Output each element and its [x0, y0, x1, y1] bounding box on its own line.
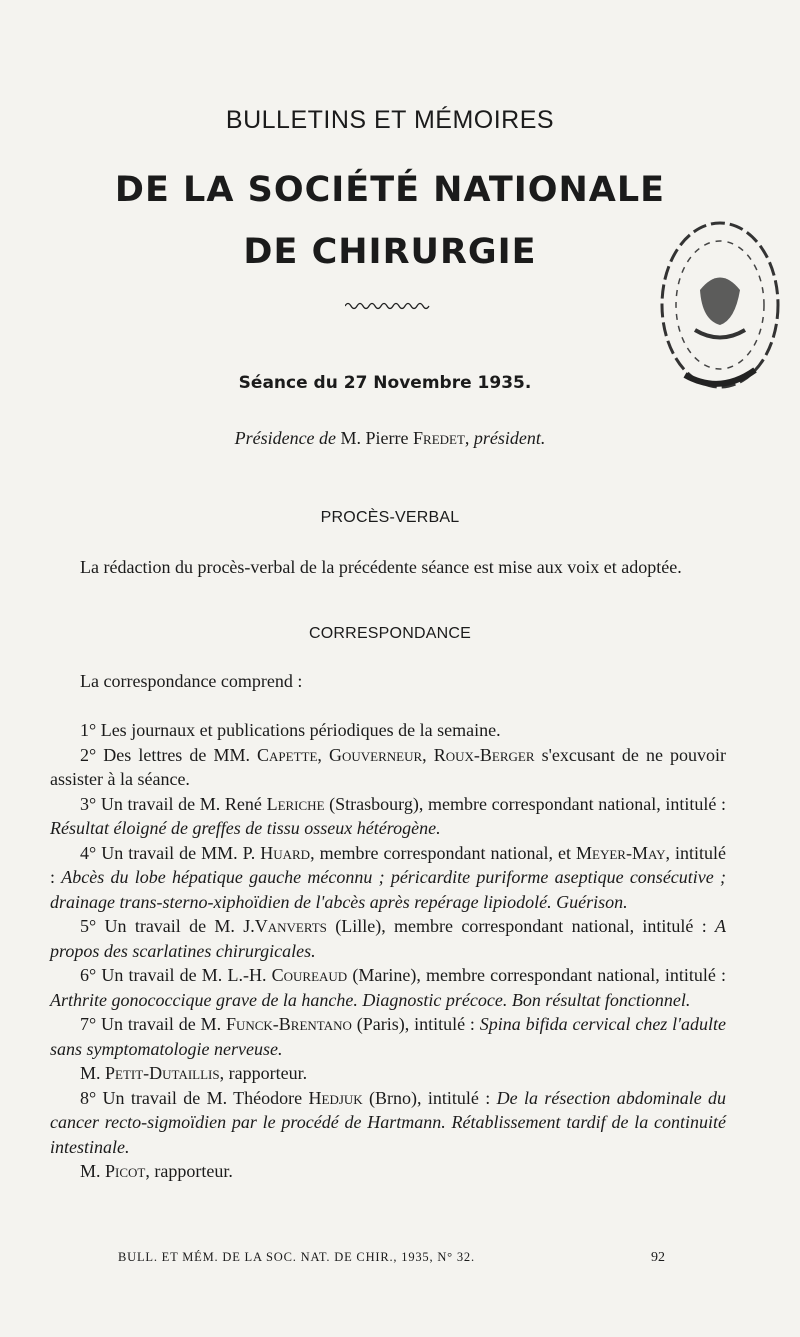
item-text: (Lille), membre correspondant national, intitulé :	[335, 916, 707, 936]
rapporteur-name: Picot	[105, 1161, 146, 1181]
page-number: 92	[651, 1250, 665, 1265]
item-text: M.	[80, 1063, 101, 1083]
author-name: Vanverts	[254, 916, 327, 936]
item-text: s'excusant de ne pouvoir assister à la séance.	[50, 744, 727, 789]
correspondance-intro-paragraph: La correspondance comprend :	[80, 671, 303, 691]
rapporteur-line	[50, 1159, 726, 1184]
session-date: Séance du 27 Novembre 1935.	[238, 373, 532, 393]
journal-title-line3: DE CHIRURGIE	[243, 232, 537, 272]
president-name: Fredet	[413, 428, 465, 448]
item-text: (Brno), intitulé :	[369, 1087, 491, 1108]
library-stamp-icon	[655, 210, 785, 400]
section-heading-proces-verbal: PROCÈS-VERBAL	[320, 509, 460, 526]
list-item	[50, 792, 726, 841]
author-name: Huard	[260, 842, 311, 863]
item-text: , intitulé :	[50, 842, 727, 887]
list-item	[50, 963, 726, 1012]
item-text: 5° Un travail de M. J.	[80, 916, 255, 936]
author-name: Capette	[257, 744, 318, 765]
item-text: (Marine), membre correspondant national, intitulé :	[352, 965, 727, 985]
author-name: Leriche	[266, 793, 325, 814]
item-text: , rapporteur.	[219, 1063, 308, 1083]
author-name: Roux-Berger	[433, 744, 535, 765]
presidence-line: Présidence de M. Pierre Fredet, président.	[234, 428, 546, 448]
list-item	[50, 1012, 726, 1061]
item-text: 7° Un travail de M.	[80, 1014, 222, 1034]
list-item	[50, 914, 726, 963]
rapporteur-line	[50, 1061, 726, 1086]
list-item: 2° Des lettres de MM. Capette, Gouverneur, Roux-Berger s'excusant de ne pouvoir assister à la séance.	[50, 744, 727, 789]
item-text: 3° Un travail de M. René	[80, 793, 262, 814]
correspondance-list	[50, 718, 726, 1184]
work-title: Arthrite gonococcique grave de la hanche. Diagnostic précoce. Bon résultat fonctionnel.	[50, 989, 691, 1010]
proces-verbal-text	[50, 555, 726, 580]
list-item	[50, 718, 726, 743]
presidence-title: M. Pierre	[340, 428, 409, 448]
item-text: 1° Les journaux et publications périodiques de la semaine.	[80, 720, 501, 740]
rapporteur-name: Petit-Dutaillis	[105, 1063, 220, 1083]
footer-citation: BULL. ET MÉM. DE LA SOC. NAT. DE CHIR., 1935, N° 32.	[118, 1250, 475, 1264]
ornamental-squiggle	[345, 300, 433, 312]
work-title: Abcès du lobe hépatique gauche méconnu ; péricardite puriforme aseptique consécutive ; drainage trans-sterno-xiphoïdien de l'abcès après repérage lipiodolé. Guérison.	[50, 867, 727, 912]
work-title: Spina bifida cervical chez l'adulte sans symptomatologie nerveuse.	[50, 1014, 727, 1059]
list-item	[50, 841, 726, 915]
item-text: 8° Un travail de M. Théodore	[80, 1087, 303, 1108]
work-title: De la résection abdominale du cancer recto-sigmoïdien par le procédé de Hartmann. Rétablissement tardif de la continuité intestinale.	[50, 1087, 727, 1157]
presidence-prefix: Présidence de	[234, 428, 337, 448]
item-text: 6° Un travail de M. L.-H.	[80, 965, 267, 985]
author-name: Coureaud	[271, 965, 348, 985]
list-item	[50, 1086, 726, 1160]
correspondance-intro	[50, 669, 726, 694]
item-text: 4° Un travail de MM. P.	[80, 842, 256, 863]
section-heading-correspondance: CORRESPONDANCE	[309, 625, 471, 642]
item-text: 2° Des lettres de MM.	[80, 744, 250, 765]
author-name: Funck-Brentano	[225, 1014, 352, 1034]
journal-title-line1: BULLETINS ET MÉMOIRES	[225, 106, 555, 134]
work-title: Résultat éloigné de greffes de tissu osseux hétérogène.	[50, 818, 441, 838]
work-title: A propos des scarlatines chirurgicales.	[50, 916, 727, 961]
item-text: , rapporteur.	[145, 1161, 233, 1181]
journal-title-line2: DE LA SOCIÉTÉ NATIONALE	[114, 170, 666, 210]
item-text: (Paris), intitulé :	[356, 1014, 475, 1034]
author-name: Meyer-May	[576, 842, 666, 863]
president-role: président.	[473, 428, 546, 448]
item-text: (Strasbourg), membre correspondant national, intitulé :	[329, 793, 727, 814]
item-text: , membre correspondant national, et	[310, 842, 571, 863]
proces-verbal-paragraph: La rédaction du procès-verbal de la précédente séance est mise aux voix et adoptée.	[80, 557, 682, 577]
author-name: Hedjuk	[308, 1087, 363, 1108]
item-text: M.	[80, 1161, 101, 1181]
author-name: Gouverneur	[329, 744, 423, 765]
